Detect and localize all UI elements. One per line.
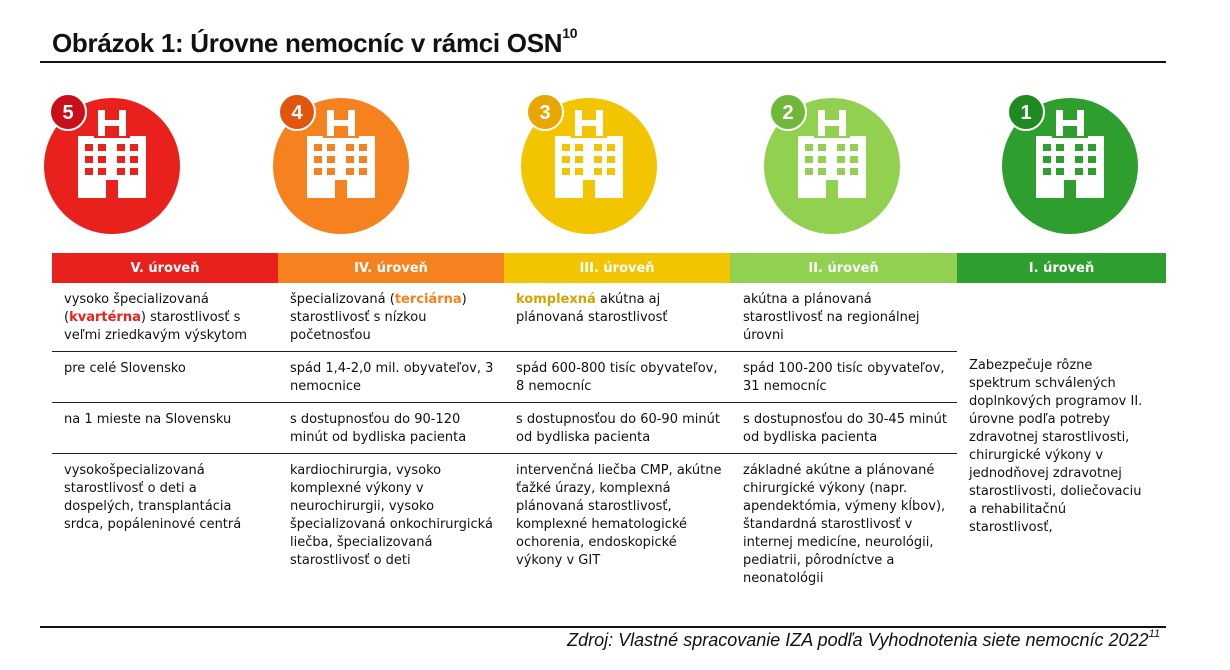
door [1064, 180, 1076, 198]
source-note: Zdroj: Vlastné spracovanie IZA podľa Vyhodnotenia siete nemocníc 2022$^{11}$ [567, 628, 1160, 650]
window [1088, 144, 1096, 151]
level3-catchment: spád 600-800 tisíc obyvateľov, 8 nemocníc [516, 361, 718, 394]
window [805, 144, 813, 151]
window [850, 168, 858, 175]
door [583, 180, 595, 198]
window [98, 156, 106, 163]
window [850, 156, 858, 163]
window [359, 144, 367, 151]
level-bar-4: IV. úroveň [278, 253, 504, 283]
top-rule [40, 61, 1166, 63]
level5-description: vysoko špecializovaná (kvartérna) starostlivosť s veľmi zriedkavým výskytom [64, 292, 248, 343]
window [1043, 156, 1051, 163]
level4-services: kardiochirurgia, vysoko komplexné výkony v neurochirurgii, vysoko špecializovaná onkochirurgická liečba, špecializovaná starostlivosť o deti [290, 463, 493, 568]
level-bar-1: I. úroveň [957, 253, 1166, 283]
window [850, 144, 858, 151]
window [837, 144, 845, 151]
window [575, 168, 583, 175]
hospital-icon-level-1 [1000, 94, 1140, 234]
level4-catchment: spád 1,4-2,0 mil. obyvateľov, 3 nemocnice [290, 361, 494, 394]
level4-description: špecializovaná (terciárna) starostlivosť s nízkou početnosťou [290, 292, 467, 343]
window [837, 156, 845, 163]
hospital-icon-level-3 [519, 94, 659, 234]
window [562, 156, 570, 163]
window [818, 144, 826, 151]
level-badge-number: 5 [62, 102, 74, 124]
window [314, 144, 322, 151]
row-separator [52, 402, 957, 403]
level4-accessibility: s dostupnosťou do 90-120 minút od bydliska pacienta [290, 412, 467, 445]
window [130, 144, 138, 151]
window [85, 156, 93, 163]
row-separator [52, 453, 957, 454]
level-badge-number: 3 [539, 102, 551, 124]
window [1075, 156, 1083, 163]
door [106, 180, 118, 198]
hospital-icon-level-4 [271, 94, 411, 234]
window [1056, 156, 1064, 163]
window [117, 168, 125, 175]
window [314, 156, 322, 163]
level5-accessibility: na 1 mieste na Slovensku [64, 412, 232, 427]
title-footnote-ref: 10 [562, 25, 578, 42]
komplexna-highlight: komplexná [516, 292, 596, 307]
window [805, 168, 813, 175]
window [1088, 168, 1096, 175]
window [1056, 168, 1064, 175]
level5-catchment: pre celé Slovensko [64, 361, 186, 376]
figure-title: Obrázok 1: Úrovne nemocníc v rámci OSN$^{10}$ [52, 25, 578, 58]
level3-description: komplexná akútna aj plánovaná starostlivosť [516, 292, 668, 325]
window [359, 168, 367, 175]
window [594, 144, 602, 151]
bottom-rule [40, 626, 1166, 628]
window [1088, 156, 1096, 163]
window [562, 144, 570, 151]
level3-accessibility: s dostupnosťou do 60-90 minút od bydliska pacienta [516, 412, 720, 445]
row-separator [52, 351, 957, 352]
hospital-icon-level-5 [42, 94, 182, 234]
source-footnote-ref: 11 [1148, 628, 1160, 640]
level1-description: Zabezpečuje rôzne spektrum schválených doplnkových programov II. úrovne podľa potreby zdravotnej starostlivosti, chirurgické výkony v jednodňovej zdravotnej starostlivosti, doliečovaciu a rehabilitačnú starostlivosť, [969, 358, 1143, 535]
level-bar-2: II. úroveň [730, 253, 957, 283]
window [607, 156, 615, 163]
window [1043, 168, 1051, 175]
window [327, 144, 335, 151]
window [594, 156, 602, 163]
level-badge-number: 2 [782, 102, 794, 124]
door [335, 180, 347, 198]
window [346, 168, 354, 175]
level-badge-number: 4 [291, 102, 303, 124]
window [594, 168, 602, 175]
terciarna-highlight: terciárna [394, 292, 462, 307]
window [98, 144, 106, 151]
window [346, 144, 354, 151]
level2-services: základné akútne a plánované chirurgické výkony (napr. apendektómia, výmeny kĺbov), štandardná starostlivosť v internej medicíne, neurológii, pediatrii, pôrodníctve a neonatológii [743, 463, 946, 586]
window [327, 156, 335, 163]
window [1043, 144, 1051, 151]
window [607, 168, 615, 175]
level5-services: vysokošpecializovaná starostlivosť o deti a dospelých, transplantácia srdca, popáleninové centrá [64, 463, 242, 532]
window [359, 156, 367, 163]
window [575, 156, 583, 163]
window [1056, 144, 1064, 151]
kvarterna-highlight: kvartérna [69, 310, 141, 325]
window [818, 168, 826, 175]
window [85, 168, 93, 175]
window [117, 156, 125, 163]
window [1075, 168, 1083, 175]
level2-catchment: spád 100-200 tisíc obyvateľov, 31 nemocníc [743, 361, 945, 394]
window [818, 156, 826, 163]
window [130, 168, 138, 175]
window [327, 168, 335, 175]
window [314, 168, 322, 175]
level-badge-number: 1 [1020, 102, 1032, 124]
level3-services: intervenčná liečba CMP, akútne ťažké úrazy, komplexná plánovaná starostlivosť, komplexné hematologické ochorenia, endoskopické výkony v GIT [516, 463, 722, 568]
window [98, 168, 106, 175]
window [575, 144, 583, 151]
level2-description: akútna a plánovaná starostlivosť na regionálnej úrovni [743, 292, 920, 343]
window [607, 144, 615, 151]
window [562, 168, 570, 175]
hospital-icon-level-2 [762, 94, 902, 234]
window [346, 156, 354, 163]
window [1075, 144, 1083, 151]
door [826, 180, 838, 198]
window [117, 144, 125, 151]
window [85, 144, 93, 151]
level-bar-3: III. úroveň [504, 253, 730, 283]
level-bar-5: V. úroveň [52, 253, 278, 283]
window [130, 156, 138, 163]
window [837, 168, 845, 175]
level2-accessibility: s dostupnosťou do 30-45 minút od bydliska pacienta [743, 412, 947, 445]
window [805, 156, 813, 163]
